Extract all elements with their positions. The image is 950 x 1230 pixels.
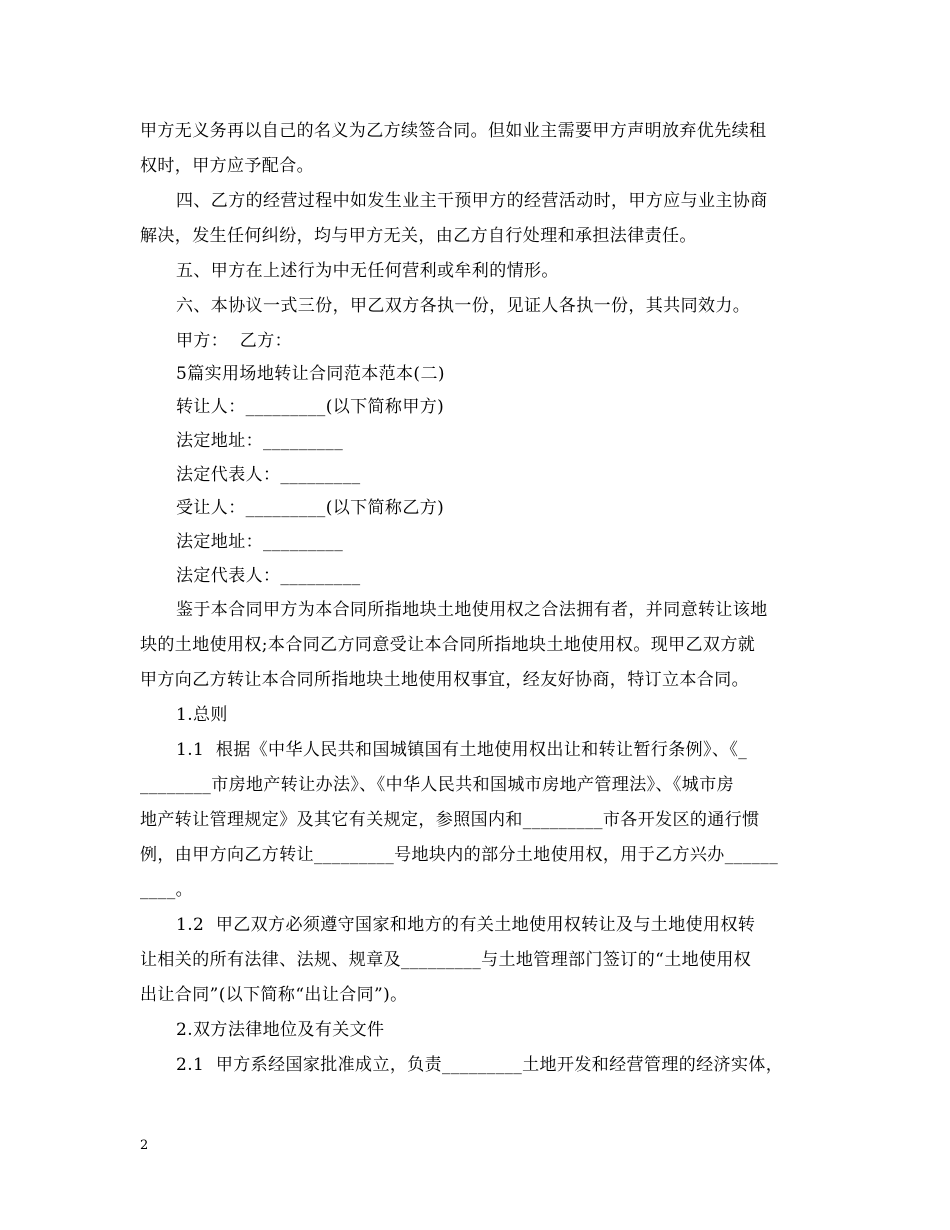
transferee-field: 受让人：_________(以下简称乙方) (176, 498, 445, 518)
paragraph-5: 五、甲方在上述行为中无任何营利或牟利的情形。 (176, 261, 559, 281)
text-line: 让相关的所有法律、法规、规章及_________与土地管理部门签订的“土地使用权 (140, 950, 752, 970)
clause-2-1: 2.1 甲方系经国家批准成立，负责_________土地开发和经营管理的经济实体， (176, 1055, 784, 1075)
page-number: 2 (140, 1138, 149, 1153)
text-line: 地产转让管理规定》及其它有关规定，参照国内和_________市各开发区的通行惯 (140, 810, 760, 830)
section-title: 5篇实用场地转让合同范本范本(二) (176, 364, 445, 384)
clause-1-1: 1.1 根据《中华人民共和国城镇国有土地使用权出让和转让暂行条例》、《_ (176, 740, 748, 760)
transferor-representative-field: 法定代表人：_________ (176, 465, 361, 485)
preamble-paragraph: 鉴于本合同甲方为本合同所指地块土地使用权之合法拥有者，并同意转让该地 (176, 600, 768, 620)
text-line: 解决，发生任何纠纷，均与甲方无关，由乙方自行处理和承担法律责任。 (140, 226, 697, 246)
paragraph-4: 四、乙方的经营过程中如发生业主干预甲方的经营活动时，甲方应与业主协商 (176, 191, 768, 211)
signature-line: 甲方： 乙方： (176, 331, 293, 351)
text-line: 甲方向乙方转让本合同所指地块土地使用权事宜，经友好协商，特订立本合同。 (140, 670, 749, 690)
paragraph-6: 六、本协议一式三份，甲乙双方各执一份，见证人各执一份，其共同效力。 (176, 296, 751, 316)
text-line: 权时，甲方应予配合。 (140, 156, 314, 176)
transferee-representative-field: 法定代表人：_________ (176, 566, 361, 586)
heading-legal-status: 2.双方法律地位及有关文件 (176, 1020, 385, 1040)
text-line: 例，由甲方向乙方转让_________号地块内的部分土地使用权，用于乙方兴办______ (140, 845, 779, 865)
transferee-address-field: 法定地址：_________ (176, 532, 344, 552)
text-line: ________市房地产转让办法》、《中华人民共和国城市房地产管理法》、《城市房 (140, 775, 734, 795)
heading-general: 1.总则 (176, 705, 228, 725)
text-line: 出让合同”(以下简称“出让合同”)。 (140, 985, 408, 1005)
text-line: 甲方无义务再以自己的名义为乙方续签合同。但如业主需要甲方声明放弃优先续租 (140, 121, 767, 141)
text-line: ____。 (140, 880, 193, 900)
transferor-address-field: 法定地址：_________ (176, 431, 344, 451)
transferor-field: 转让人：_________(以下简称甲方) (176, 397, 445, 417)
clause-1-2: 1.2 甲乙双方必须遵守国家和地方的有关土地使用权转让及与土地使用权转 (176, 915, 756, 935)
text-line: 块的土地使用权;本合同乙方同意受让本合同所指地块土地使用权。现甲乙双方就 (140, 635, 756, 655)
